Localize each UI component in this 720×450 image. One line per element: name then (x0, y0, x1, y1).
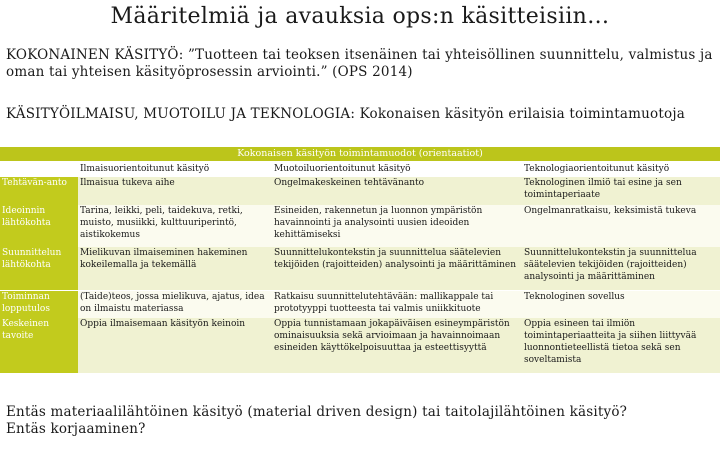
table-cell: Esineiden, rakennetun ja luonnon ympäristön havainnointi ja analysointi uusien ideoiden kehittämiseksi (272, 205, 522, 247)
table-cell: Ongelmanratkaisu, keksimistä tukeva (522, 205, 720, 247)
craft-definition (6, 47, 714, 81)
table-cell: Oppia ilmaisemaan käsityön keinoin (78, 318, 272, 373)
column-header-design: Muotoiluorientoitunut käsityö (272, 161, 522, 177)
expression-definition-label: KÄSITYÖILMAISU, MUOTOILU JA TEKNOLOGIA (6, 106, 351, 122)
table-cell: Oppia esineen tai ilmiön toimintaperiaatteita ja siihen liittyvää luonnontieteellistä tietoa sekä sen soveltamista (522, 318, 720, 373)
expression-definition (6, 106, 714, 123)
table-cell: Ongelmakeskeinen tehtävänanto (272, 177, 522, 205)
table-cell: Tarina, leikki, peli, taidekuva, retki, muisto, musiikki, kulttuuriperintö, aistikokemus (78, 205, 272, 247)
table-banner: Kokonaisen käsityön toimintamuodot (orientaatiot) (0, 147, 720, 161)
column-header-expression: Ilmaisuorientoitunut käsityö (78, 161, 272, 177)
closing-question-materials: Entäs materiaalilähtöinen käsityö (material driven design) tai taitolajilähtöinen käsityö? (6, 404, 628, 420)
row-label-design-basis: Suunnittelun lähtökohta (0, 247, 78, 290)
closing-questions (6, 404, 714, 438)
closing-question-repair: Entäs korjaaminen? (6, 421, 146, 437)
orientation-table (0, 147, 720, 373)
row-label-outcome: Toiminnan lopputulos (0, 290, 78, 318)
table-cell: Suunnittelukontekstin ja suunnittelua säätelevien tekijöiden (rajoitteiden) analysointi ja määrittäminen (272, 247, 522, 290)
table-cell: Ilmaisua tukeva aihe (78, 177, 272, 205)
table-cell: Teknologinen ilmiö tai esine ja sen toimintaperiaate (522, 177, 720, 205)
slide-title: Määritelmiä ja avauksia ops:n käsitteisiin… (110, 4, 610, 29)
table-cell: Mielikuvan ilmaiseminen hakeminen kokeilemalla ja tekemällä (78, 247, 272, 290)
table-cell: Teknologinen sovellus (522, 290, 720, 318)
row-label-key-goal: Keskeinen tavoite (0, 318, 78, 373)
column-header-technology: Teknologiaorientoitunut käsityö (522, 161, 720, 177)
row-label-assignment: Tehtävän-anto (0, 177, 78, 205)
expression-definition-text: : Kokonaisen käsityön erilaisia toimintamuotoja (350, 106, 685, 122)
table-cell: Ratkaisu suunnittelutehtävään: mallikappale tai prototyyppi tuotteesta tai valmis uniikkituote (272, 290, 522, 318)
table-cell: Oppia tunnistamaan jokapäiväisen esineympäristön ominaisuuksia sekä arvioimaan ja havainnoimaan esineiden käyttökelpoisuuttaa ja esteettisyyttä (272, 318, 522, 373)
column-header-empty (0, 161, 78, 177)
craft-definition-text: : ”Tuotteen tai teoksen itsenäinen tai yhteisöllinen suunnittelu, valmistus ja oman tai yhteisen käsityöprosessin arviointi.” (OPS 2014) (6, 47, 713, 80)
craft-definition-label: KOKONAINEN KÄSITYÖ (6, 47, 179, 63)
table-cell: Suunnittelukontekstin ja suunnittelua säätelevien tekijöiden (rajoitteiden) analysointi ja määrittäminen (522, 247, 720, 290)
table-cell: (Taide)teos, jossa mielikuva, ajatus, idea on ilmaistu materiassa (78, 290, 272, 318)
row-label-ideation: Ideoinnin lähtökohta (0, 205, 78, 247)
